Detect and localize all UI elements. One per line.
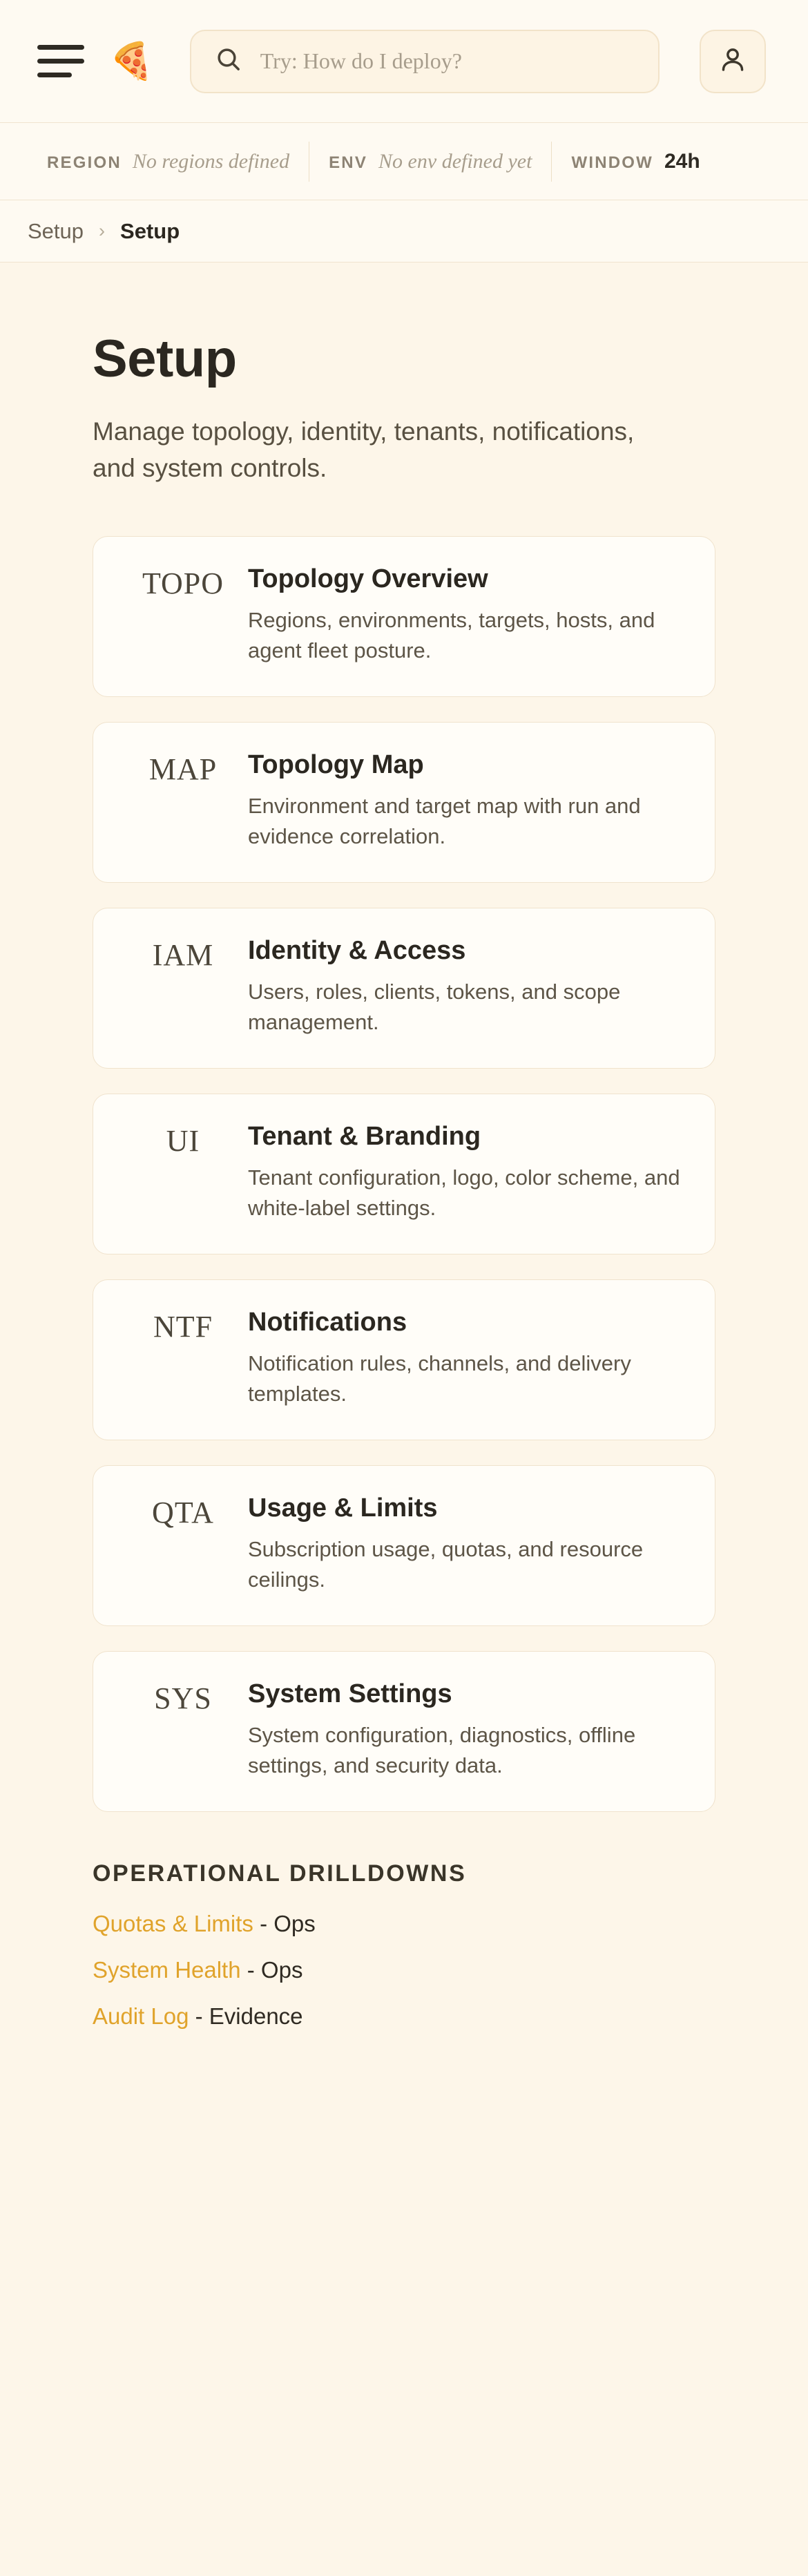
context-env[interactable] bbox=[309, 123, 551, 200]
drilldown-suffix: - Ops bbox=[260, 1911, 316, 1937]
card-title: System Settings bbox=[248, 1679, 452, 1709]
card-code: NTF bbox=[153, 1310, 213, 1344]
card-title: Tenant & Branding bbox=[248, 1122, 481, 1152]
card-description: Subscription usage, quotas, and resource ceilings. bbox=[248, 1537, 644, 1592]
context-region-value: No regions defined bbox=[132, 149, 290, 173]
drilldown-row bbox=[93, 2005, 715, 2028]
context-env-value: No env defined yet bbox=[378, 149, 532, 173]
drilldown-row bbox=[93, 1958, 715, 1981]
drilldown-link-audit-log[interactable]: Audit Log bbox=[93, 2003, 189, 2030]
card-description: System configuration, diagnostics, offline settings, and security data. bbox=[248, 1723, 636, 1778]
hamburger-menu-icon[interactable] bbox=[37, 41, 84, 82]
drilldowns-heading: OPERATIONAL DRILLDOWNS bbox=[93, 1860, 467, 1887]
card-title: Topology Map bbox=[248, 750, 424, 780]
page-title: Setup bbox=[93, 330, 237, 388]
context-region[interactable] bbox=[28, 123, 309, 200]
top-bar bbox=[0, 0, 808, 123]
card-code: TOPO bbox=[142, 566, 224, 601]
context-window[interactable] bbox=[552, 123, 719, 200]
user-avatar-button[interactable] bbox=[700, 30, 766, 93]
search-input[interactable] bbox=[190, 30, 660, 93]
card-description: Environment and target map with run and evidence correlation. bbox=[248, 794, 641, 849]
app-logo-icon: 🍕 bbox=[109, 41, 154, 82]
card-code: UI bbox=[166, 1124, 200, 1158]
card-description: Notification rules, channels, and delivery templates. bbox=[248, 1351, 631, 1406]
card-topology-overview[interactable] bbox=[93, 536, 715, 697]
user-avatar-icon bbox=[718, 44, 748, 78]
search-placeholder-text: Try: How do I deploy? bbox=[260, 48, 462, 73]
card-code: IAM bbox=[152, 938, 214, 973]
breadcrumb bbox=[0, 200, 808, 263]
card-usage-limits[interactable] bbox=[93, 1465, 715, 1626]
card-identity-access[interactable] bbox=[93, 908, 715, 1069]
context-window-label: WINDOW bbox=[571, 153, 653, 172]
drilldown-suffix: - Ops bbox=[247, 1957, 303, 1983]
breadcrumb-item-current: Setup bbox=[120, 218, 180, 243]
chevron-right-icon: › bbox=[99, 220, 106, 241]
card-tenant-branding[interactable] bbox=[93, 1094, 715, 1254]
context-window-value: 24h bbox=[664, 149, 700, 173]
card-description: Tenant configuration, logo, color scheme, and white-label settings. bbox=[248, 1165, 680, 1221]
card-code: MAP bbox=[148, 752, 218, 787]
card-title: Notifications bbox=[248, 1308, 407, 1337]
context-region-label: REGION bbox=[47, 153, 122, 172]
card-code: SYS bbox=[154, 1681, 212, 1716]
drilldown-link-quotas-limits[interactable]: Quotas & Limits bbox=[93, 1911, 253, 1937]
card-system-settings[interactable] bbox=[93, 1651, 715, 1812]
card-description: Users, roles, clients, tokens, and scope management. bbox=[248, 980, 621, 1035]
context-bar bbox=[0, 123, 808, 200]
card-title: Topology Overview bbox=[248, 564, 488, 594]
card-title: Identity & Access bbox=[248, 936, 466, 966]
card-topology-map[interactable] bbox=[93, 722, 715, 883]
search-icon bbox=[215, 46, 242, 77]
drilldown-link-system-health[interactable]: System Health bbox=[93, 1957, 241, 1983]
card-description: Regions, environments, targets, hosts, and agent fleet posture. bbox=[248, 608, 655, 663]
breadcrumb-item-root[interactable]: Setup bbox=[28, 218, 84, 243]
card-code: QTA bbox=[152, 1496, 214, 1530]
card-notifications[interactable] bbox=[93, 1279, 715, 1440]
page-subtitle: Manage topology, identity, tenants, notifications, and system controls. bbox=[93, 417, 635, 482]
drilldown-row bbox=[93, 1912, 715, 1935]
card-title: Usage & Limits bbox=[248, 1494, 438, 1523]
context-env-label: ENV bbox=[329, 153, 368, 172]
main-content bbox=[0, 263, 808, 2092]
drilldown-suffix: - Evidence bbox=[195, 2003, 303, 2030]
